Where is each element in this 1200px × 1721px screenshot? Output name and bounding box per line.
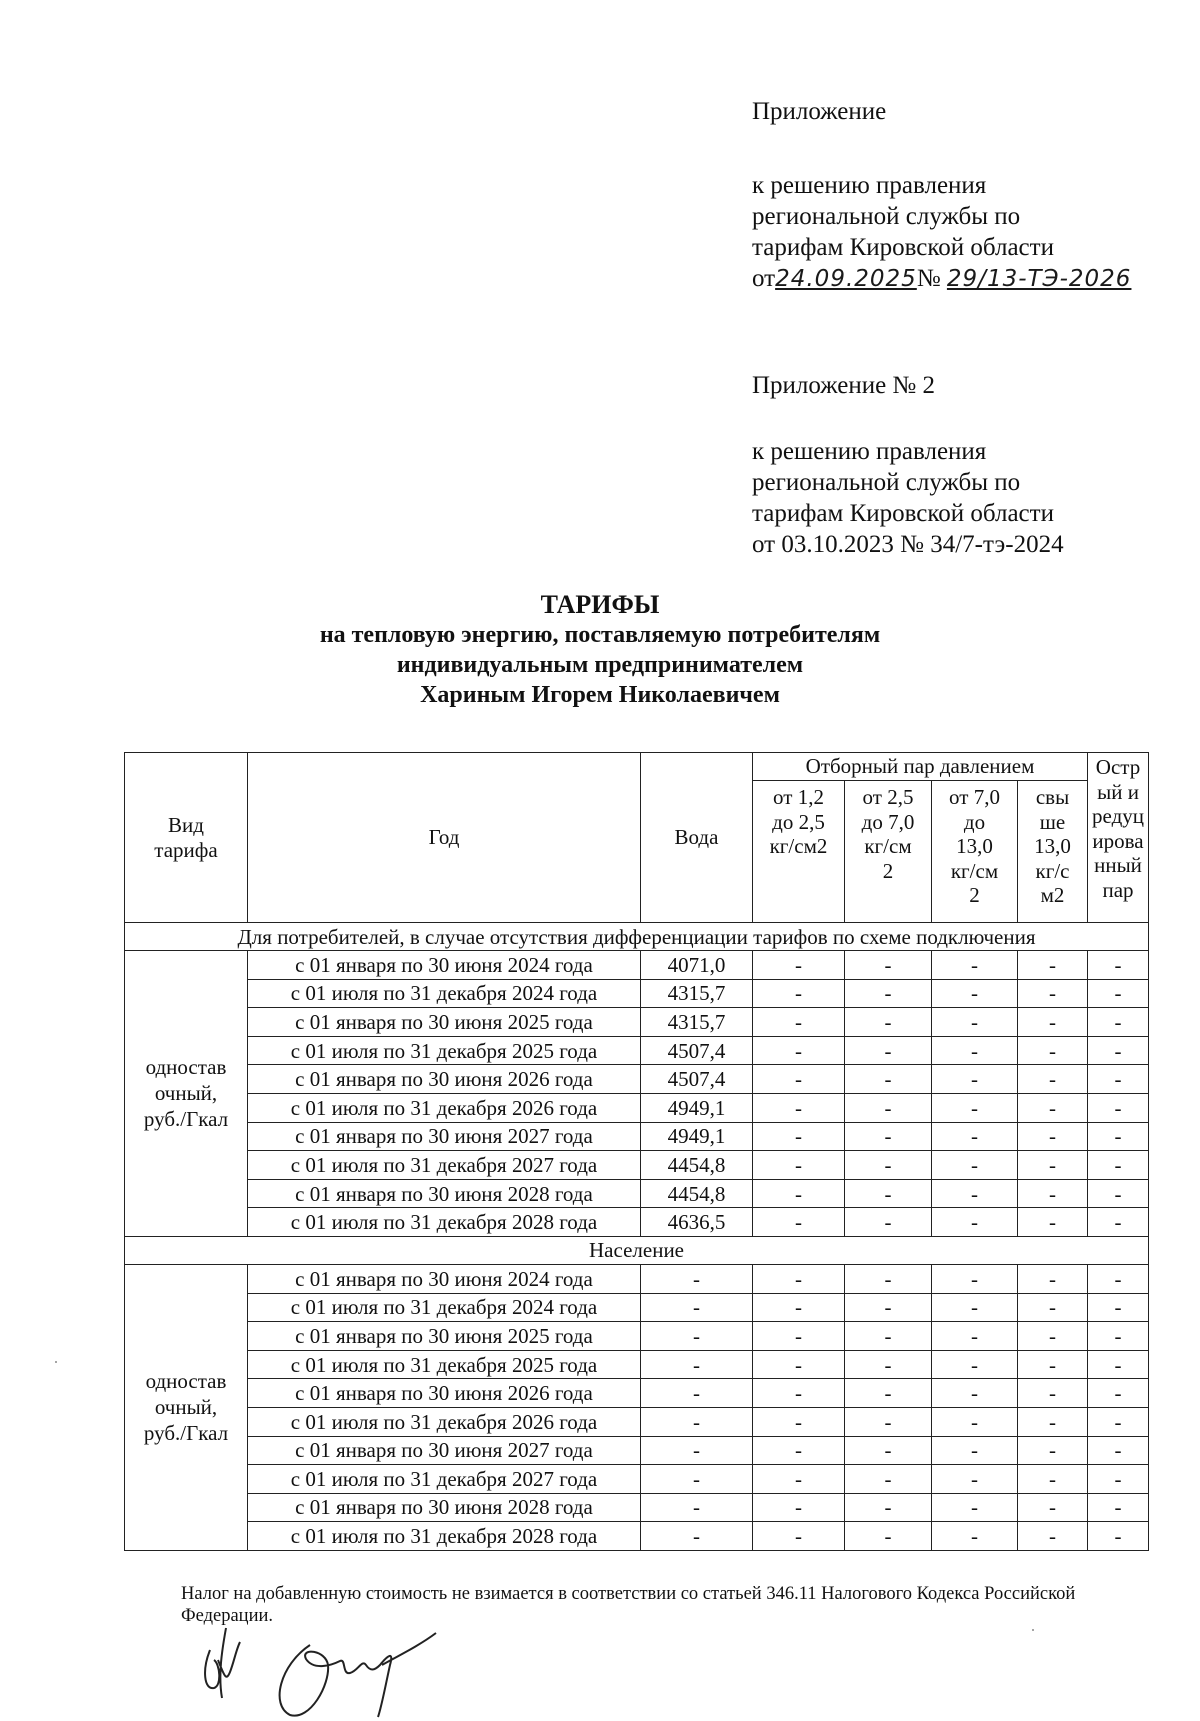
steam-tariff-cell: - bbox=[1018, 1379, 1088, 1408]
initials-mark bbox=[196, 1620, 276, 1705]
steam-tariff-cell: - bbox=[932, 1522, 1018, 1551]
steam-tariff-cell: - bbox=[932, 1008, 1018, 1037]
table-row bbox=[125, 1122, 1149, 1151]
steam-tariff-cell: - bbox=[1018, 1036, 1088, 1065]
steam-tariff-cell: - bbox=[932, 1293, 1018, 1322]
tariff-kind-line: руб./Гкал bbox=[143, 1421, 229, 1446]
tariff-kind bbox=[125, 951, 248, 1237]
steam-tariff-cell: - bbox=[753, 1322, 845, 1351]
steam-tariff-cell: - bbox=[845, 1436, 932, 1465]
steam-tariff-cell: - bbox=[932, 1151, 1018, 1180]
period-cell: с 01 июля по 31 декабря 2025 года bbox=[248, 1036, 641, 1065]
table-row bbox=[125, 1065, 1149, 1094]
tariff-kind bbox=[125, 1264, 248, 1550]
water-tariff-cell: 4507,4 bbox=[641, 1065, 753, 1094]
tariff-kind-line: очный, bbox=[154, 1395, 218, 1420]
steam-tariff-cell: - bbox=[753, 1407, 845, 1436]
steam-tariff-cell: - bbox=[1018, 1522, 1088, 1551]
steam-tariff-cell: - bbox=[753, 951, 845, 980]
steam-tariff-cell: - bbox=[753, 1465, 845, 1494]
period-cell: с 01 июля по 31 декабря 2024 года bbox=[248, 1293, 641, 1322]
steam-tariff-cell: - bbox=[932, 1122, 1018, 1151]
steam-tariff-cell: - bbox=[845, 1264, 932, 1293]
period-cell: с 01 июля по 31 декабря 2026 года bbox=[248, 1093, 641, 1122]
steam-tariff-cell: - bbox=[845, 1093, 932, 1122]
steam-tariff-cell: - bbox=[1018, 1008, 1088, 1037]
steam-tariff-cell: - bbox=[1088, 1293, 1149, 1322]
steam-tariff-cell: - bbox=[845, 951, 932, 980]
appendix-reference bbox=[752, 170, 1152, 295]
table-row bbox=[125, 1350, 1149, 1379]
steam-tariff-cell: - bbox=[845, 1407, 932, 1436]
table-body bbox=[125, 923, 1149, 1551]
water-tariff-cell: - bbox=[641, 1436, 753, 1465]
steam-tariff-cell: - bbox=[845, 1208, 932, 1237]
steam-tariff-cell: - bbox=[845, 1465, 932, 1494]
appendix-line: к решению правления bbox=[752, 172, 987, 199]
table-row bbox=[125, 1179, 1149, 1208]
steam-tariff-cell: - bbox=[1018, 1122, 1088, 1151]
steam-tariff-cell: - bbox=[753, 1379, 845, 1408]
table-row bbox=[125, 1436, 1149, 1465]
steam-tariff-cell: - bbox=[932, 1379, 1018, 1408]
steam-tariff-cell: - bbox=[753, 1493, 845, 1522]
tariff-kind-line: одностав bbox=[145, 1055, 227, 1080]
steam-tariff-cell: - bbox=[1088, 1179, 1149, 1208]
number-sign: № bbox=[916, 265, 941, 292]
steam-tariff-cell: - bbox=[845, 1036, 932, 1065]
tariff-kind-line: очный, bbox=[154, 1081, 218, 1106]
water-tariff-cell: - bbox=[641, 1350, 753, 1379]
steam-tariff-cell: - bbox=[932, 1436, 1018, 1465]
steam-tariff-cell: - bbox=[1018, 1208, 1088, 1237]
period-cell: с 01 января по 30 июня 2024 года bbox=[248, 951, 641, 980]
title-line: индивидуальным предпринимателем bbox=[396, 652, 804, 678]
table-row bbox=[125, 1093, 1149, 1122]
water-tariff-cell: - bbox=[641, 1407, 753, 1436]
steam-tariff-cell: - bbox=[753, 1522, 845, 1551]
steam-tariff-cell: - bbox=[845, 1350, 932, 1379]
tariff-kind-line: руб./Гкал bbox=[143, 1107, 229, 1132]
steam-tariff-cell: - bbox=[753, 1293, 845, 1322]
period-cell: с 01 июля по 31 декабря 2027 года bbox=[248, 1151, 641, 1180]
steam-tariff-cell: - bbox=[1088, 1493, 1149, 1522]
steam-tariff-cell: - bbox=[932, 1093, 1018, 1122]
header-sharp-steam: Остр ый и редуц ирова нный пар bbox=[1088, 753, 1149, 923]
steam-tariff-cell: - bbox=[753, 1036, 845, 1065]
steam-tariff-cell: - bbox=[845, 1493, 932, 1522]
steam-tariff-cell: - bbox=[845, 1151, 932, 1180]
steam-tariff-cell: - bbox=[932, 1208, 1018, 1237]
appendix-title: Приложение bbox=[752, 98, 887, 125]
water-tariff-cell: 4949,1 bbox=[641, 1122, 753, 1151]
steam-tariff-cell: - bbox=[753, 1065, 845, 1094]
water-tariff-cell: - bbox=[641, 1493, 753, 1522]
steam-tariff-cell: - bbox=[1018, 1322, 1088, 1351]
steam-tariff-cell: - bbox=[845, 1379, 932, 1408]
steam-tariff-cell: - bbox=[1088, 1350, 1149, 1379]
steam-tariff-cell: - bbox=[1018, 1151, 1088, 1180]
steam-tariff-cell: - bbox=[1088, 1264, 1149, 1293]
steam-tariff-cell: - bbox=[1088, 1093, 1149, 1122]
steam-tariff-cell: - bbox=[845, 1008, 932, 1037]
water-tariff-cell: - bbox=[641, 1379, 753, 1408]
handwritten-signature bbox=[270, 1625, 440, 1721]
table-row bbox=[125, 979, 1149, 1008]
period-cell: с 01 января по 30 июня 2028 года bbox=[248, 1179, 641, 1208]
decision-date-line bbox=[752, 263, 1152, 295]
steam-tariff-cell: - bbox=[753, 1350, 845, 1379]
steam-tariff-cell: - bbox=[1088, 979, 1149, 1008]
steam-tariff-cell: - bbox=[932, 1493, 1018, 1522]
water-tariff-cell: - bbox=[641, 1264, 753, 1293]
water-tariff-cell: - bbox=[641, 1293, 753, 1322]
steam-tariff-cell: - bbox=[845, 1065, 932, 1094]
steam-tariff-cell: - bbox=[1018, 1293, 1088, 1322]
steam-tariff-cell: - bbox=[1018, 1436, 1088, 1465]
steam-tariff-cell: - bbox=[932, 1036, 1018, 1065]
steam-tariff-cell: - bbox=[1018, 1465, 1088, 1494]
steam-tariff-cell: - bbox=[753, 1122, 845, 1151]
water-tariff-cell: 4071,0 bbox=[641, 951, 753, 980]
table-row bbox=[125, 1264, 1149, 1293]
header-pressure-1: от 1,2 до 2,5 кг/см2 bbox=[753, 781, 845, 923]
scan-speck bbox=[1032, 1629, 1034, 1631]
period-cell: с 01 июля по 31 декабря 2024 года bbox=[248, 979, 641, 1008]
water-tariff-cell: 4949,1 bbox=[641, 1093, 753, 1122]
steam-tariff-cell: - bbox=[1088, 1322, 1149, 1351]
steam-tariff-cell: - bbox=[753, 1436, 845, 1465]
steam-tariff-cell: - bbox=[1088, 1151, 1149, 1180]
steam-tariff-cell: - bbox=[1088, 1008, 1149, 1037]
steam-tariff-cell: - bbox=[1018, 1264, 1088, 1293]
steam-tariff-cell: - bbox=[753, 1151, 845, 1180]
steam-tariff-cell: - bbox=[1018, 1179, 1088, 1208]
steam-tariff-cell: - bbox=[1018, 1350, 1088, 1379]
section-row bbox=[125, 1236, 1149, 1264]
title-line: Хариным Игорем Николаевичем bbox=[420, 682, 780, 708]
steam-tariff-cell: - bbox=[1088, 1407, 1149, 1436]
steam-tariff-cell: - bbox=[1018, 951, 1088, 980]
steam-tariff-cell: - bbox=[753, 1093, 845, 1122]
tariff-table bbox=[124, 752, 1149, 1551]
steam-tariff-cell: - bbox=[753, 1008, 845, 1037]
table-row bbox=[125, 1465, 1149, 1494]
steam-tariff-cell: - bbox=[1088, 1522, 1149, 1551]
steam-tariff-cell: - bbox=[932, 1065, 1018, 1094]
steam-tariff-cell: - bbox=[1018, 1407, 1088, 1436]
scan-speck bbox=[55, 1361, 57, 1363]
tariff-kind-line: одностав bbox=[145, 1369, 227, 1394]
table-row bbox=[125, 951, 1149, 980]
steam-tariff-cell: - bbox=[753, 979, 845, 1008]
steam-tariff-cell: - bbox=[1088, 1465, 1149, 1494]
table-row bbox=[125, 1379, 1149, 1408]
steam-tariff-cell: - bbox=[845, 979, 932, 1008]
steam-tariff-cell: - bbox=[1018, 1093, 1088, 1122]
table-row bbox=[125, 1493, 1149, 1522]
water-tariff-cell: 4454,8 bbox=[641, 1179, 753, 1208]
steam-tariff-cell: - bbox=[932, 1407, 1018, 1436]
steam-tariff-cell: - bbox=[845, 1322, 932, 1351]
steam-tariff-cell: - bbox=[1018, 979, 1088, 1008]
title-main: ТАРИФЫ bbox=[540, 590, 660, 619]
appendix-line: тарифам Кировской области bbox=[752, 234, 1054, 261]
steam-tariff-cell: - bbox=[932, 1350, 1018, 1379]
header-year: Год bbox=[248, 753, 641, 923]
period-cell: с 01 января по 30 июня 2026 года bbox=[248, 1065, 641, 1094]
period-cell: с 01 июля по 31 декабря 2025 года bbox=[248, 1350, 641, 1379]
header-kind: Вид тарифа bbox=[125, 753, 248, 923]
water-tariff-cell: 4315,7 bbox=[641, 979, 753, 1008]
appendix-header bbox=[752, 96, 1152, 127]
steam-tariff-cell: - bbox=[845, 1293, 932, 1322]
water-tariff-cell: - bbox=[641, 1322, 753, 1351]
period-cell: с 01 июля по 31 декабря 2028 года bbox=[248, 1208, 641, 1237]
period-cell: с 01 января по 30 июня 2026 года bbox=[248, 1379, 641, 1408]
water-tariff-cell: - bbox=[641, 1465, 753, 1494]
table-row bbox=[125, 1322, 1149, 1351]
date-prefix: от bbox=[752, 265, 776, 292]
period-cell: с 01 января по 30 июня 2027 года bbox=[248, 1122, 641, 1151]
steam-tariff-cell: - bbox=[932, 951, 1018, 980]
steam-tariff-cell: - bbox=[932, 1465, 1018, 1494]
section-label: Для потребителей, в случае отсутствия дифференциации тарифов по схеме подключения bbox=[125, 923, 1149, 951]
period-cell: с 01 января по 30 июня 2024 года bbox=[248, 1264, 641, 1293]
header-pressure-4: свы ше 13,0 кг/с м2 bbox=[1018, 781, 1088, 923]
steam-tariff-cell: - bbox=[1088, 1036, 1149, 1065]
header-water: Вода bbox=[641, 753, 753, 923]
appendix2-line: к решению правления bbox=[752, 438, 987, 465]
appendix2-reference bbox=[752, 436, 1152, 560]
steam-tariff-cell: - bbox=[845, 1522, 932, 1551]
steam-tariff-cell: - bbox=[845, 1122, 932, 1151]
water-tariff-cell: 4315,7 bbox=[641, 1008, 753, 1037]
table-row bbox=[125, 1036, 1149, 1065]
vat-note: Налог на добавленную стоимость не взимается в соответствии со статьей 346.11 Налогового Кодекса Российской Федерации. bbox=[181, 1584, 1076, 1626]
steam-tariff-cell: - bbox=[1018, 1065, 1088, 1094]
table-row bbox=[125, 1522, 1149, 1551]
steam-tariff-cell: - bbox=[932, 1179, 1018, 1208]
steam-tariff-cell: - bbox=[932, 979, 1018, 1008]
appendix2-title: Приложение № 2 bbox=[752, 372, 936, 399]
handwritten-number: 29/13-ТЭ-2026 bbox=[946, 266, 1132, 292]
steam-tariff-cell: - bbox=[1088, 951, 1149, 980]
title-line: на тепловую энергию, поставляемую потребителям bbox=[319, 622, 881, 648]
handwritten-date: 24.09.2025 bbox=[775, 266, 917, 292]
water-tariff-cell: 4507,4 bbox=[641, 1036, 753, 1065]
table-row bbox=[125, 1407, 1149, 1436]
period-cell: с 01 июля по 31 декабря 2028 года bbox=[248, 1522, 641, 1551]
table-row bbox=[125, 1151, 1149, 1180]
steam-tariff-cell: - bbox=[1088, 1122, 1149, 1151]
period-cell: с 01 июля по 31 декабря 2026 года bbox=[248, 1407, 641, 1436]
period-cell: с 01 января по 30 июня 2025 года bbox=[248, 1008, 641, 1037]
appendix2-line: региональной службы по bbox=[752, 469, 1021, 496]
water-tariff-cell: 4454,8 bbox=[641, 1151, 753, 1180]
steam-tariff-cell: - bbox=[1088, 1208, 1149, 1237]
steam-tariff-cell: - bbox=[932, 1264, 1018, 1293]
section-label: Население bbox=[125, 1236, 1149, 1264]
header-steam-group: Отборный пар давлением bbox=[753, 753, 1088, 781]
water-tariff-cell: 4636,5 bbox=[641, 1208, 753, 1237]
steam-tariff-cell: - bbox=[932, 1322, 1018, 1351]
appendix2-line: тарифам Кировской области bbox=[752, 500, 1054, 527]
water-tariff-cell: - bbox=[641, 1522, 753, 1551]
period-cell: с 01 января по 30 июня 2025 года bbox=[248, 1322, 641, 1351]
steam-tariff-cell: - bbox=[1088, 1379, 1149, 1408]
appendix2-line: от 03.10.2023 № 34/7-тэ-2024 bbox=[752, 531, 1064, 558]
header-pressure-3: от 7,0 до 13,0 кг/см 2 bbox=[932, 781, 1018, 923]
steam-tariff-cell: - bbox=[845, 1179, 932, 1208]
appendix-line: региональной службы по bbox=[752, 203, 1021, 230]
steam-tariff-cell: - bbox=[1088, 1436, 1149, 1465]
document-title bbox=[0, 590, 1200, 710]
table-row bbox=[125, 1208, 1149, 1237]
steam-tariff-cell: - bbox=[753, 1179, 845, 1208]
header-pressure-2: от 2,5 до 7,0 кг/см 2 bbox=[845, 781, 932, 923]
section-row bbox=[125, 923, 1149, 951]
steam-tariff-cell: - bbox=[753, 1208, 845, 1237]
period-cell: с 01 июля по 31 декабря 2027 года bbox=[248, 1465, 641, 1494]
steam-tariff-cell: - bbox=[1018, 1493, 1088, 1522]
period-cell: с 01 января по 30 июня 2027 года bbox=[248, 1436, 641, 1465]
table-row bbox=[125, 1008, 1149, 1037]
table-row bbox=[125, 1293, 1149, 1322]
steam-tariff-cell: - bbox=[753, 1264, 845, 1293]
period-cell: с 01 января по 30 июня 2028 года bbox=[248, 1493, 641, 1522]
steam-tariff-cell: - bbox=[1088, 1065, 1149, 1094]
appendix2-header bbox=[752, 370, 1152, 401]
